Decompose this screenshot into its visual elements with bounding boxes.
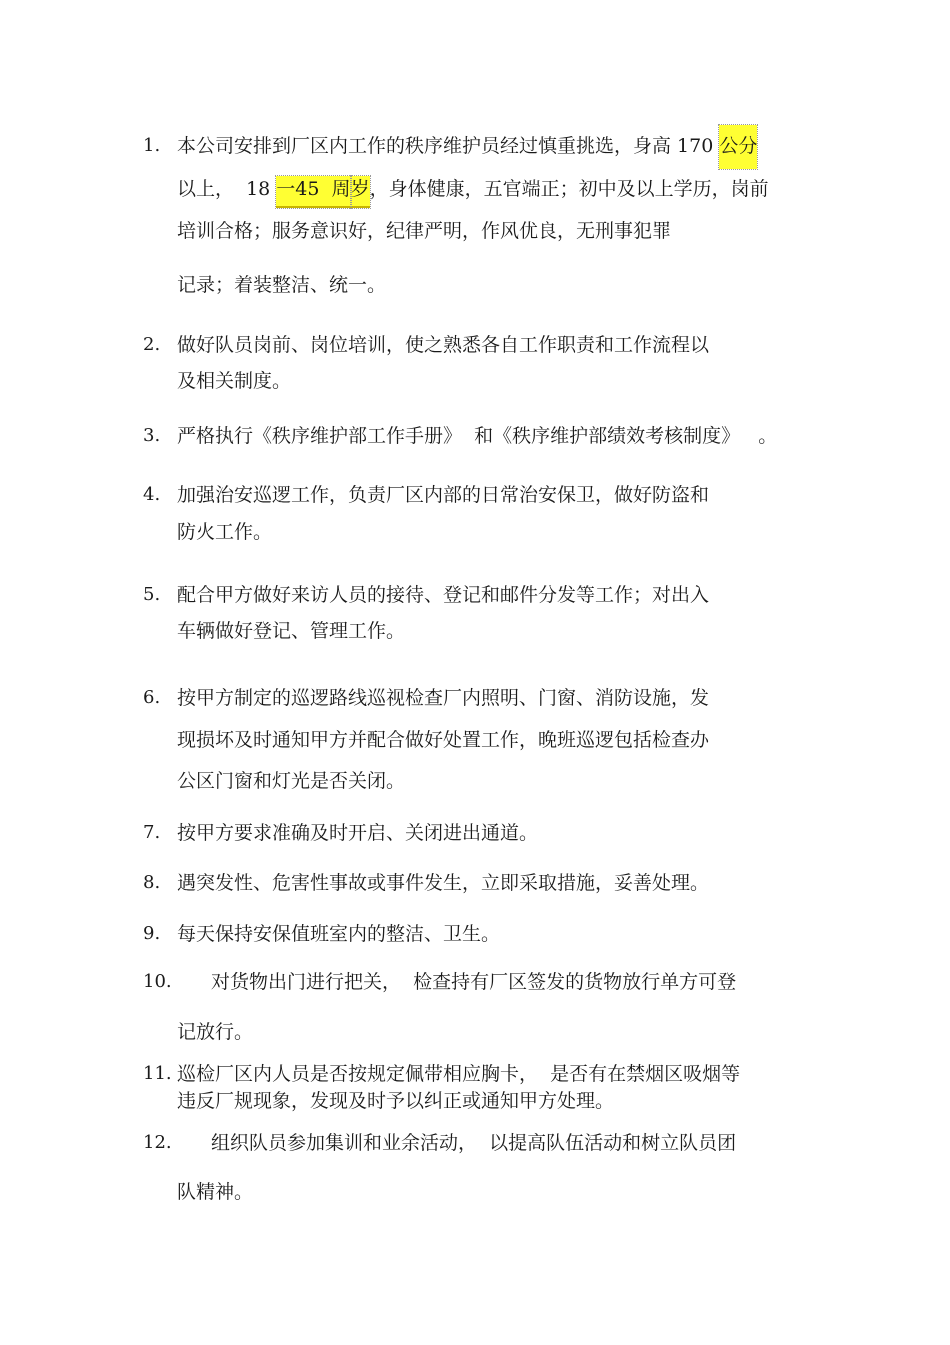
item-11-line-2: 违反厂规现象，发现及时予以纠正或通知甲方处理。 (177, 1090, 615, 1112)
item-6-line-3: 公区门窗和灯光是否关闭。 (177, 770, 406, 792)
item-12-line-1: 组织队员参加集训和业余活动， 以提高队伍活动和树立队员团 (211, 1132, 737, 1154)
item-11-line-1: 巡检厂区内人员是否按规定佩带相应胸卡， 是否有在禁烟区吸烟等 (177, 1063, 741, 1085)
item-6-line-2: 现损坏及时通知甲方并配合做好处置工作，晚班巡逻包括检查办 (177, 729, 710, 751)
item-1-line-2: 以上， 18 一45 周岁，身体健康，五官端正；初中及以上学历，岗前 (177, 177, 769, 201)
item-6-line-1: 按甲方制定的巡逻路线巡视检查厂内照明、门窗、消防设施，发 (177, 687, 710, 709)
item-7-line-1: 按甲方要求准确及时开启、关闭进出通道。 (177, 822, 539, 844)
item-number: 3. (143, 425, 161, 446)
item-5-line-2: 车辆做好登记、管理工作。 (177, 620, 406, 642)
item-3-line-1: 严格执行《秩序维护部工作手册》 和《秩序维护部绩效考核制度》 。 (177, 425, 778, 447)
item-9-line-1: 每天保持安保值班室内的整洁、卫生。 (177, 923, 501, 945)
highlight-age: 一45 周 (276, 176, 350, 208)
item-10-line-1: 对货物出门进行把关， 检查持有厂区签发的货物放行单方可登 (211, 971, 737, 993)
item-10-line-2: 记放行。 (177, 1021, 254, 1043)
item-5-line-1: 配合甲方做好来访人员的接待、登记和邮件分发等工作；对出入 (177, 584, 710, 606)
item-1-line-4: 记录；着装整洁、统一。 (177, 274, 387, 296)
item-12-line-2: 队精神。 (177, 1181, 254, 1203)
item-number: 1. (143, 135, 161, 156)
item-4-line-2: 防火工作。 (177, 521, 273, 543)
highlight-sui: 岁 (351, 176, 370, 208)
item-number: 2. (143, 334, 161, 355)
item-number: 8. (143, 872, 161, 893)
item-number: 9. (143, 923, 161, 944)
item-number: 11. (143, 1063, 172, 1084)
item-1-line-1: 本公司安排到厂区内工作的秩序维护员经过慎重挑选，身高 170 公分 (177, 134, 757, 158)
item-number: 5. (143, 584, 161, 605)
item-number: 10. (143, 971, 172, 992)
item-4-line-1: 加强治安巡逻工作，负责厂区内部的日常治安保卫，做好防盗和 (177, 484, 710, 506)
item-2-line-2: 及相关制度。 (177, 370, 292, 392)
item-2-line-1: 做好队员岗前、岗位培训，使之熟悉各自工作职责和工作流程以 (177, 334, 710, 356)
item-8-line-1: 遇突发性、危害性事故或事件发生，立即采取措施，妥善处理。 (177, 872, 710, 894)
item-number: 6. (143, 687, 161, 708)
item-number: 12. (143, 1132, 172, 1153)
item-number: 7. (143, 822, 161, 843)
highlight-gongfen: 公分 (719, 125, 757, 169)
item-1-line-3: 培训合格；服务意识好，纪律严明，作风优良，无刑事犯罪 (177, 220, 672, 242)
item-number: 4. (143, 484, 161, 505)
